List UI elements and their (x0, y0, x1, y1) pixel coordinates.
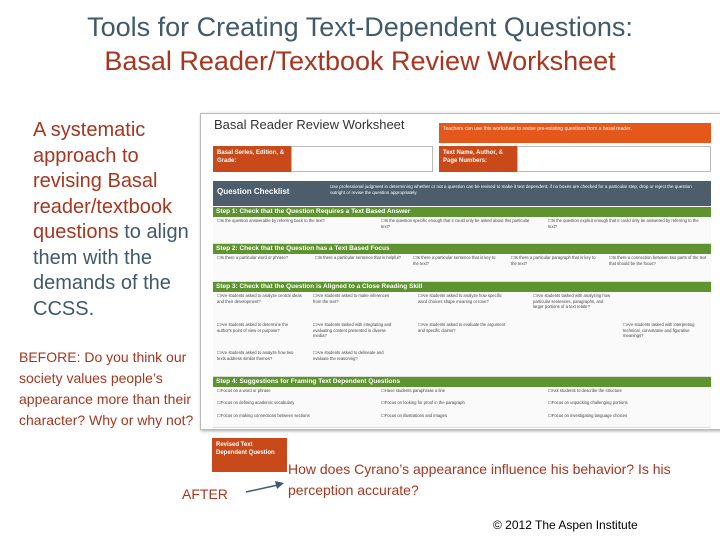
step-2-item: ☐ Is there a particular paragraph that is key to the text? (511, 255, 599, 266)
step-4-item: ☐ Ask students to describe the structure (548, 388, 703, 394)
step-3-item: ☐ Are students asked to evaluate the argument and specific claims? (418, 322, 508, 333)
checklist-note: Use professional judgment in determining whether or not a question can be revised to make it text dependent; if no boxes are checked for a particular step, drop or reject the question outright or revise the question appropriately. (326, 181, 711, 206)
step-3-item: ☐ Are students tasked with analyzing how particular sentences, paragraphs, and larger portions of a text relate? (533, 293, 613, 310)
revised-question-label: Revised Text Dependent Question (212, 438, 287, 472)
before-question: BEFORE: Do you think our society values people’s appearance more than their character? Why or why not? (19, 349, 194, 428)
basal-series-field (291, 146, 433, 172)
step-3-item: ☐ Are students tasked with integrating and evaluating content presented in diverse media? (313, 322, 398, 339)
step-1-item: ☐ Is the question explicit enough that it could only be answered by referring to the text? (548, 218, 703, 229)
title-line-2: Basal Reader/Textbook Review Worksheet (104, 46, 616, 76)
description-part-2: to (124, 221, 141, 243)
step-3-item: ☐ Are students asked to determine the author's point of view or purpose? (217, 322, 302, 333)
step-3-item: ☐ Are students asked to analyze how two texts address similar themes? (217, 350, 302, 361)
step-2-item: ☐ Is there a connection between two parts of the text that should be the focus? (609, 255, 707, 266)
step-3-item: ☐ Are students asked to delineate and evaluate the reasoning? (313, 350, 398, 361)
step-4-item: ☐ Focus on unpacking challenging portions (548, 400, 703, 406)
step-4-item: ☐ Focus on illustrations and images (381, 413, 531, 419)
copyright: © 2012 The Aspen Institute (493, 518, 638, 532)
after-label: AFTER (182, 486, 228, 502)
step-1-item: ☐ Is the question answerable by referring back to the text? (217, 218, 367, 224)
step-2-row (213, 254, 711, 282)
step-4-header: Step 4: Suggestions for Framing Text Dependent Questions (213, 377, 711, 387)
worksheet-note: Teachers can use this worksheet to revise pre-existing questions from a basal reader. (439, 123, 711, 143)
text-name-label: Text Name, Author, & Page Numbers: (439, 146, 517, 172)
worksheet-image (200, 113, 720, 430)
description-part-3: align them with the demands of the CCSS. (33, 221, 189, 320)
step-4-item: ☐ Focus on a word or phrase (217, 388, 367, 394)
step-3-item: ☐ Are students asked to make inferences from the text? (313, 293, 398, 304)
step-3-item: ☐ Are students asked to analyze central ideas and their development? (217, 293, 302, 304)
step-1-item: ☐ Is the question specific enough that it could only be asked about this particular text? (381, 218, 531, 229)
step-2-header: Step 2: Check that the Question has a Text Based Focus (213, 244, 711, 254)
step-3-header: Step 3: Check that the Question is Aligned to a Close Reading Skill (213, 282, 711, 292)
step-4-item: ☐ Focus on defining academic vocabulary (217, 400, 367, 406)
step-2-item: ☐ Is there a particular sentence that is key to the text? (413, 255, 501, 266)
arrow-icon (244, 478, 286, 498)
title-line-1: Tools for Creating Text-Dependent Questions: (87, 12, 633, 42)
step-2-item: ☐ Is there a particular sentence that is helpful? (315, 255, 403, 261)
step-1-header: Step 1: Check that the Question Requires a Text Based Answer (213, 207, 711, 217)
slide-title (0, 10, 720, 78)
step-1-row (213, 217, 711, 244)
basal-series-label: Basal Series, Edition, & Grade: (213, 146, 291, 172)
step-4-item: ☐ Focus on investigating language choices (548, 413, 703, 419)
checklist-heading: Question Checklist (213, 181, 326, 206)
description-text (33, 118, 203, 322)
text-name-field (517, 146, 711, 172)
step-2-item: ☐ Is there a particular word or phrase? (217, 255, 305, 261)
step-4-item: ☐ Have students paraphrase a line (381, 388, 531, 394)
step-3-item: ☐ Are students tasked with interpreting technical, connotative and figurative meanings? (623, 322, 707, 339)
step-4-item: ☐ Focus on looking for proof in the paragraph (381, 400, 531, 406)
step-3-row (213, 292, 711, 377)
worksheet-title: Basal Reader Review Worksheet (214, 117, 405, 132)
step-3-item: ☐ Are students asked to analyze how specific word choices shape meaning or tone? (418, 293, 508, 304)
description-part-1: A systematic approach to revising Basal reader/textbook questions (33, 119, 172, 243)
step-4-item: ☐ Focus on making connections between sections (217, 413, 367, 419)
after-question: How does Cyrano’s appearance influence his behavior? Is his perception accurate? (288, 461, 671, 498)
step-4-row (213, 387, 711, 428)
